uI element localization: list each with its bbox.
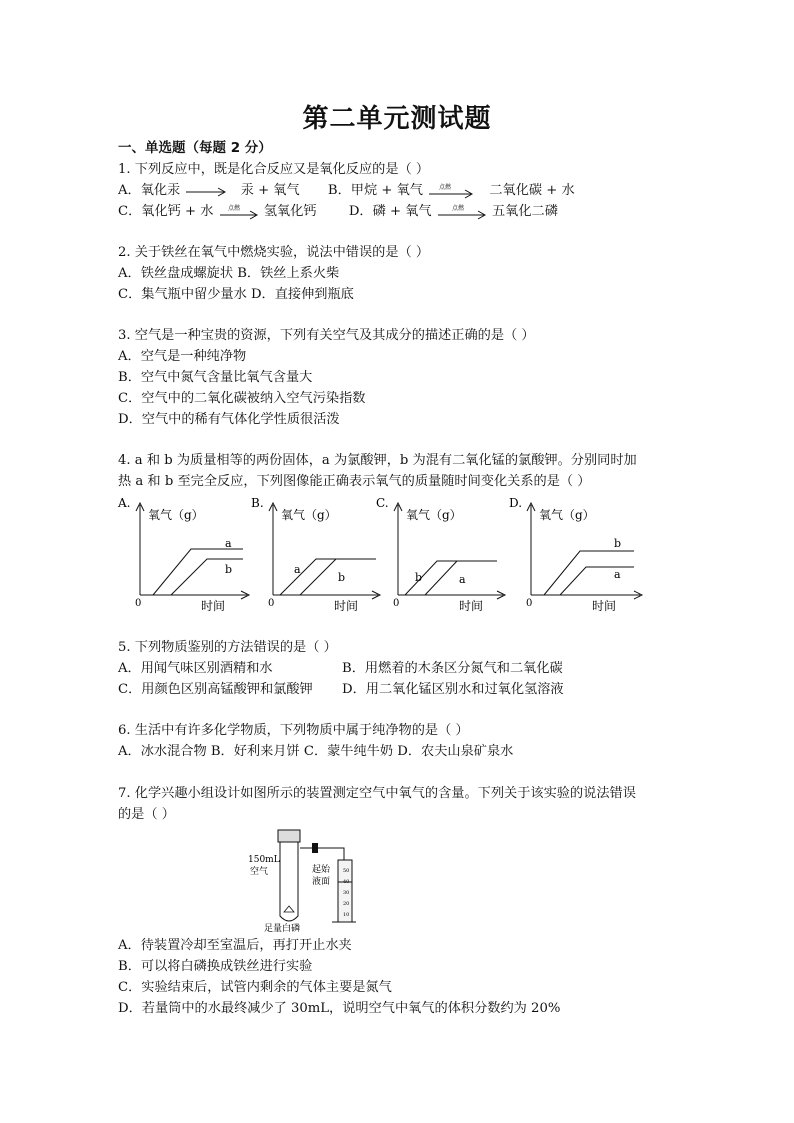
- graph-c-origin: 0: [393, 598, 400, 609]
- section-heading: 一、单选题（每题 2 分）: [118, 140, 272, 156]
- graph-b-a-label: a: [294, 563, 301, 576]
- graph-b-xlabel: 时间: [334, 599, 359, 613]
- q3-stem: 3. 空气是一种宝贵的资源，下列有关空气及其成分的描述正确的是（ ）: [118, 328, 535, 343]
- q1-option-a-rest: 汞 + 氧气: [240, 183, 300, 198]
- q5-option-c: C．用颜色区别高锰酸钾和氯酸钾: [118, 682, 313, 697]
- q2-stem: 2. 关于铁丝在氧气中燃烧实验，说法中错误的是（ ）: [118, 245, 430, 260]
- q5-option-a: A．用闻气味区别酒精和水: [118, 661, 273, 676]
- graph-b-b-label: b: [338, 571, 346, 584]
- q5-option-d: D．用二氧化锰区别水和过氧化氢溶液: [342, 682, 564, 697]
- graph-d-xlabel: 时间: [592, 599, 617, 613]
- q7-option-c: C．实验结束后，试管内剩余的气体主要是氮气: [118, 980, 392, 995]
- fig-level-label: 液面: [312, 877, 331, 887]
- fig-air-label: 空气: [250, 867, 269, 877]
- q4-stem-line1: 4. a 和 b 为质量相等的两份固体，a 为氯酸钾，b 为混有二氧化锰的氯酸钾。分别同时加: [118, 453, 637, 468]
- graph-c-b-label: b: [415, 571, 423, 584]
- graph-d-line-lower: [560, 567, 634, 595]
- graph-d-lower-label: a: [614, 568, 621, 581]
- graph-c-xlabel: 时间: [459, 599, 484, 613]
- cylinder-tick-20: 20: [343, 901, 350, 907]
- ignite-arrow-icon: [436, 204, 488, 220]
- reaction-arrow-icon: [184, 185, 228, 197]
- graph-a-label: A.: [118, 496, 131, 510]
- q1-option-a-label: A．氧化汞: [118, 183, 181, 198]
- q1-option-c-label: C．氧化钙 + 水: [118, 204, 214, 219]
- q5-stem: 5. 下列物质鉴别的方法错误的是（ ）: [118, 640, 337, 655]
- q3-option-b: B．空气中氮气含量比氧气含量大: [118, 370, 313, 385]
- graph-c-a-label: a: [459, 573, 466, 586]
- graph-b: [251, 496, 380, 613]
- q1-option-d-label: D．磷 + 氧气: [348, 204, 432, 219]
- cylinder-tick-30: 30: [343, 890, 350, 896]
- q1-option-d-rest: 五氧化二磷: [492, 204, 558, 219]
- q6-options: A．冰水混合物 B．好利来月饼 C．蒙牛纯牛奶 D．农夫山泉矿泉水: [118, 744, 514, 759]
- q2-options-ab: A．铁丝盘成螺旋状 B．铁丝上系火柴: [118, 266, 340, 281]
- q3-option-c: C．空气中的二氧化碳被纳入空气污染指数: [118, 391, 366, 406]
- q1-options-cd: [118, 202, 558, 222]
- ignite-arrow-icon: [427, 183, 475, 199]
- graph-b-ylabel: 氧气（g）: [281, 508, 337, 522]
- q7-option-b: B．可以将白磷换成铁丝进行实验: [118, 959, 313, 974]
- graph-c: [376, 496, 505, 613]
- q5-option-b: B．用燃着的木条区分氮气和二氧化碳: [342, 661, 563, 676]
- stopper-icon: [278, 830, 300, 842]
- q3-option-d: D．空气中的稀有气体化学性质很活泼: [118, 412, 340, 427]
- graph-a: [117, 496, 249, 613]
- q5-options-cd: [118, 680, 564, 700]
- graph-a-upper-label: a: [225, 537, 232, 550]
- ignite-arrow-icon: [218, 204, 260, 220]
- q1-stem: 1. 下列反应中，既是化合反应又是氧化反应的是（ ）: [118, 162, 430, 177]
- graph-a-line-lower: [171, 559, 243, 595]
- fig-phosphorus-label: 足量白磷: [264, 924, 301, 934]
- graph-a-ylabel: 氧气（g）: [148, 508, 204, 522]
- graph-a-lower-label: b: [225, 563, 233, 576]
- graph-b-line-b: [300, 559, 336, 595]
- graph-a-xlabel: 时间: [201, 599, 226, 613]
- cylinder-tick-10: 10: [343, 912, 350, 918]
- q6-stem: 6. 生活中有许多化学物质，下列物质中属于纯净物的是（ ）: [118, 723, 469, 738]
- q1-option-b-label: B．甲烷 + 氧气: [327, 183, 423, 198]
- q7-option-d: D．若量筒中的水最终减少了 30mL，说明空气中氧气的体积分数约为 20%: [118, 1001, 561, 1016]
- test-tube-icon: [280, 842, 298, 921]
- q3-option-a: A．空气是一种纯净物: [118, 349, 247, 364]
- q1-condition-b: 点燃: [439, 183, 452, 191]
- graph-b-label: B.: [251, 496, 264, 510]
- graph-d-label: D.: [509, 496, 523, 510]
- graph-c-label: C.: [376, 496, 389, 510]
- graph-d-origin: 0: [526, 598, 533, 609]
- q7-option-a: A．待装置冷却至室温后，再打开止水夹: [118, 938, 352, 953]
- fig-volume-label: 150mL: [248, 855, 280, 865]
- q4-stem-line2: 热 a 和 b 至完全反应，下列图像能正确表示氧气的质量随时间变化关系的是（ ）: [118, 474, 591, 489]
- q1-options-ab: [118, 181, 575, 201]
- cylinder-tick-50: 50: [343, 868, 350, 874]
- graph-d: [509, 496, 642, 613]
- graph-c-line-a: [425, 561, 457, 595]
- q2-options-cd: C．集气瓶中留少量水 D．直接伸到瓶底: [118, 287, 354, 302]
- q1-option-b-rest: 二氧化碳 + 水: [489, 183, 575, 198]
- white-phosphorus-icon: [284, 906, 294, 912]
- graph-a-origin: 0: [135, 598, 142, 609]
- q5-options-ab: [118, 659, 563, 679]
- graph-b-origin: 0: [268, 598, 275, 609]
- cylinder-tick-40: 40: [343, 879, 350, 885]
- q7-apparatus-figure: [240, 826, 370, 934]
- graph-c-ylabel: 氧气（g）: [406, 508, 462, 522]
- q4-graphs: [115, 493, 655, 618]
- page-title: 第二单元测试题: [302, 104, 492, 134]
- q7-stem-line2: 的是（ ）: [118, 807, 175, 822]
- q7-stem-line1: 7. 化学兴趣小组设计如图所示的装置测定空气中氧气的含量。下列关于该实验的说法错误: [118, 786, 636, 801]
- water-clamp-icon: [312, 843, 318, 853]
- fig-start-label: 起始: [312, 865, 331, 875]
- q1-option-c-rest: 氢氧化钙: [263, 204, 317, 219]
- q1-condition-d: 点燃: [451, 204, 464, 212]
- q1-condition-c: 点燃: [227, 204, 240, 212]
- graph-d-ylabel: 氧气（g）: [539, 508, 595, 522]
- graph-d-upper-label: b: [614, 537, 622, 550]
